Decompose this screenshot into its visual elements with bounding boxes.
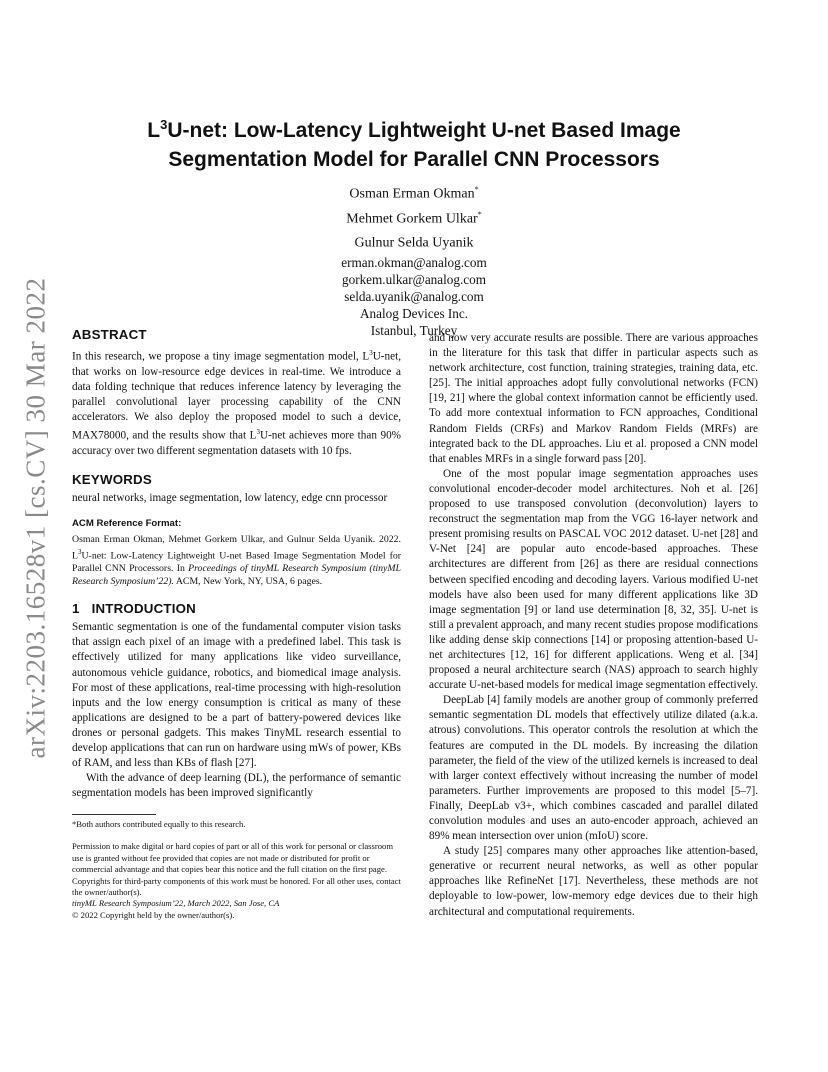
author-name: Mehmet Gorkem Ulkar* (346, 209, 482, 227)
author-email[interactable]: erman.okman@analog.com (341, 254, 487, 270)
intro-heading: 1 INTRODUCTION (72, 601, 196, 617)
intro-paragraph: With the advance of deep learning (DL), the performance of semantic segmentation models has been improved significantly (72, 772, 401, 800)
author-email[interactable]: selda.uyanik@analog.com (344, 288, 484, 304)
footnote-rule (72, 814, 156, 815)
body-paragraph: DeepLab [4] family models are another group of commonly preferred semantic segmentation DL models that effectively utilize dilated (a.k.a. atrous) convolutions. This operator controls the resolution at which the features are computed in the DL models. By increasing the dilation parameter, the field of the view of the utilized kernels is increased to deal with larger context effectively without increasing the number of model parameters. Further improvements are proposed to this model [5–7]. Finally, DeepLab v3+, which combines cascaded and parallel dilated convolution modules and uses an auto-encoder approach, achieved an 89% mean intersection over union (mIoU) score. (429, 694, 758, 843)
affiliation: Analog Devices Inc. (359, 305, 469, 321)
location: Istanbul, Turkey (370, 322, 458, 338)
author-block (214, 180, 614, 339)
paper-title (90, 110, 738, 174)
keywords-heading: KEYWORDS (72, 472, 152, 488)
author-email[interactable]: gorkem.ulkar@analog.com (342, 271, 486, 287)
title-line-1: $L^3U$-net: Low-Latency Lightweight U-net Based Image (147, 117, 681, 142)
keywords-text: neural networks, image segmentation, low latency, edge cnn processor (72, 492, 388, 505)
body-paragraph: and now very accurate results are possible. There are various approaches in the literature for this task that differ in particular aspects such as network architecture, cost function, training strategies, training data, etc. [25]. The initial approaches adopt fully convolutional networks (FCN) [19, 21] where the global context information cannot be efficiently used. To add more contextual information to FCN approaches, Conditional Random Fields (CRFs) and Markov Random Fields (MRFs) are integrated back to the DL approaches. Liu et al. proposed a CNN model that enables MRFs in a single forward pass [20]. (429, 332, 758, 465)
intro-paragraph: Semantic segmentation is one of the fundamental computer vision tasks that assign each pixel of an image with a predefined label. This task is effectively utilized for many applications like video surveillance, autonomous vehicle guidance, robotics, and biomedical image analysis. For most of these applications, real-time processing with high-resolution inputs and the low energy consumption is critical as many of these applications are designed to be a part of battery-powered devices like drones or personal gadgets. This makes TinyML research essential to develop applications that can run on hardware using mWs of power, KBs of RAM, and less than KBs of flash [27]. (72, 621, 401, 770)
author-name: Gulnur Selda Uyanik (354, 235, 474, 251)
body-paragraph: A study [25] compares many other approaches like attention-based, generative or recurrent neural networks, as well as other popular approaches like RefineNet [17]. Nevertheless, these methods are not deployable to low-power, low-memory edge devices due to their high architectural and computational requirements. (429, 845, 758, 918)
arxiv-id: arXiv:2203.16528v1 [cs.CV] 30 Mar 2022 (20, 277, 51, 759)
abstract-heading: ABSTRACT (72, 327, 147, 342)
left-column (72, 327, 401, 921)
copyright: © 2022 Copyright held by the owner/author(s). (72, 909, 235, 920)
title-line-2: Segmentation Model for Parallel CNN Processors (168, 148, 660, 171)
arxiv-watermark (14, 268, 58, 768)
acm-ref-text: Osman Erman Okman, Mehmet Gorkem Ulkar, and Gulnur Selda Uyanik. 2022. $L^3U$-net: Low-Latency Lightweight U-net Based Image Segmentation Model for Parallel CNN Processors. In Proceedings of tinyML Research Symposium (tinyML Research Symposium’22). ACM, New York, NY, USA, 6 pages. (72, 533, 401, 587)
right-column (429, 331, 758, 920)
abstract-text: In this research, we propose a tiny image segmentation model, $L^3U$-net, that works on low-resource edge devices in real-time. We introduce a data folding technique that reduces inference latency by leveraging the parallel convolutional layer processing capability of the CNN accelerators. We also deploy the proposed model to such a device, MAX78000, and the results show that $L^3U$-net achieves more than 90% accuracy over two different segmentation datasets with 10 fps. (72, 349, 401, 458)
footnote: *Both authors contributed equally to this research. (72, 819, 246, 830)
author-name: Osman Erman Okman* (349, 185, 479, 202)
venue: tinyML Research Symposium’22, March 2022, San Jose, CA (72, 898, 280, 909)
permission-block (72, 841, 401, 921)
acm-ref-heading: ACM Reference Format: (72, 518, 182, 530)
body-paragraph: One of the most popular image segmentation approaches uses convolutional encoder-decoder model architectures. Noh et al. [26] proposed to use transposed convolution (deconvolution) layers to reconstruct the segmentation map from the VGG 16-layer network and present promising results on PASCAL VOC 2012 dataset. U-net [28] and V-Net [24] are popular auto encode-based approaches. These architectures are different from [26] as there are residual connections between specified encoding and decoding layers. Various modified U-net models have also been used for many different applications like 3D image segmentation [9] or land use determination [8, 32, 35]. U-net is still a prevalent approach, and many recent studies propose modifications like adding dense skip connections [14] or proposing attention-based U-net architectures [12, 16] for different applications. Weng et al. [34] proposed a neural architecture search (NAS) approach to search highly accurate U-net-based models for medical image segmentation effectively. (429, 467, 758, 692)
permission-text: Permission to make digital or hard copies of part or all of this work for personal or classroom use is granted without fee provided that copies are not made or distributed for profit or commercial advantage and that copies bear this notice and the full citation on the first page. Copyrights for third-party components of this work must be honored. For all other uses, contact the owner/author(s). (72, 841, 401, 897)
